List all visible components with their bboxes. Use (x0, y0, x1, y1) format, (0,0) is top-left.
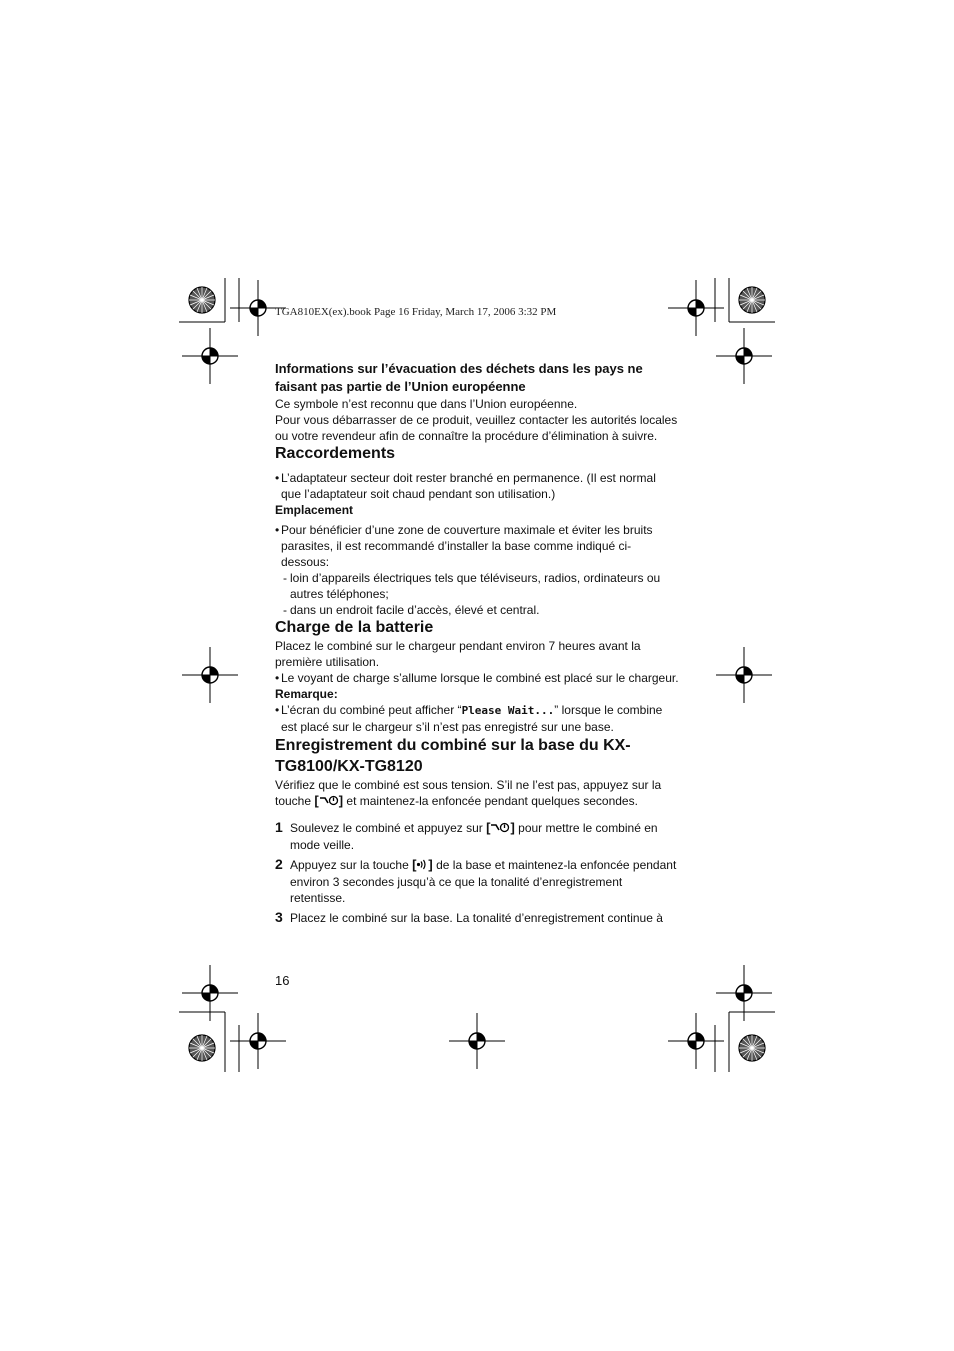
paragraph-cont: touche [ ] et maintenez-la enfoncée pendant quelques secondes. (275, 793, 638, 808)
paragraph: Pour vous débarrasser de ce produit, veuillez contacter les autorités locales (275, 413, 678, 427)
running-header: TGA810EX(ex).book Page 16 Friday, March 17, 2006 3:32 PM (275, 306, 557, 318)
step-number: 1 (275, 819, 283, 835)
heading-emplacement: Emplacement (275, 503, 354, 517)
remark-title: Remarque: (275, 687, 338, 701)
off-power-key-icon: [ ] (486, 820, 515, 835)
bullet-item: • Pour bénéficier d’une zone de couverture maximale et éviter les bruits parasites, il est recommandé d’installer la base comme indiqué ci- dessous: (275, 523, 653, 569)
page-number: 16 (275, 973, 290, 988)
heading-raccordements: Raccordements (275, 445, 396, 462)
heading-charge: Charge de la batterie (275, 619, 434, 636)
dash-icon: - (283, 571, 287, 585)
dash-icon: - (283, 603, 287, 617)
step-item: 2 Appuyez sur la touche [ ] de la base et maintenez-la enfoncée pendant environ 3 secondes jusqu’à ce que la tonalité d’enregistrement retentisse. (275, 856, 677, 905)
step-item: 1 Soulevez le combiné et appuyez sur [ ] pour mettre le combiné en mode veille. (275, 819, 658, 852)
step-item: 3 Placez le combiné sur la base. La tonalité d’enregistrement continue à (275, 909, 663, 925)
bullet-item: • Le voyant de charge s’allume lorsque le combiné est placé sur le chargeur. (275, 671, 679, 685)
bullet-item: • L’écran du combiné peut afficher “Please Wait...” lorsque le combine est placé sur le chargeur s’il n’est pas enregistré sur une base. (275, 703, 663, 734)
dash-item: - loin d’appareils électriques tels que téléviseurs, radios, ordinateurs ou autres téléphones; (283, 571, 661, 601)
paragraph-cont: première utilisation. (275, 655, 380, 669)
heading-enregistrement: Enregistrement du combiné sur la base du KX- (275, 737, 631, 754)
display-message: Please Wait... (461, 704, 555, 717)
section-title: Informations sur l’évacuation des déchets dans les pays ne (275, 361, 643, 376)
step-number: 3 (275, 909, 283, 925)
paragraph: Placez le combiné sur le chargeur pendant environ 7 heures avant la (275, 639, 641, 653)
bullet-icon: • (275, 523, 280, 537)
paragraph-cont: ou votre revendeur afin de connaître la procédure d’élimination à suivre. (275, 429, 658, 443)
section-title-cont: faisant pas partie de l’Union européenne (275, 379, 526, 394)
paragraph: Vérifiez que le combiné est sous tension. S’il ne l’est pas, appuyez sur la (275, 778, 662, 792)
heading-enregistrement-cont: TG8100/KX-TG8120 (275, 758, 423, 775)
bullet-item: • L’adaptateur secteur doit rester branché en permanence. (Il est normal que l’adaptateur soit chaud pendant son utilisation.) (275, 471, 656, 501)
page-content (275, 360, 685, 926)
dash-item: - dans un endroit facile d’accès, élevé et central. (283, 603, 540, 617)
bullet-icon: • (275, 703, 280, 717)
paragraph: Ce symbole n’est reconnu que dans l’Union européenne. (275, 397, 578, 411)
locator-key-icon: [ ] (412, 857, 433, 872)
bullet-icon: • (275, 471, 280, 485)
off-power-key-icon: [ ] (314, 793, 344, 808)
step-number: 2 (275, 856, 283, 872)
bullet-icon: • (275, 671, 280, 685)
